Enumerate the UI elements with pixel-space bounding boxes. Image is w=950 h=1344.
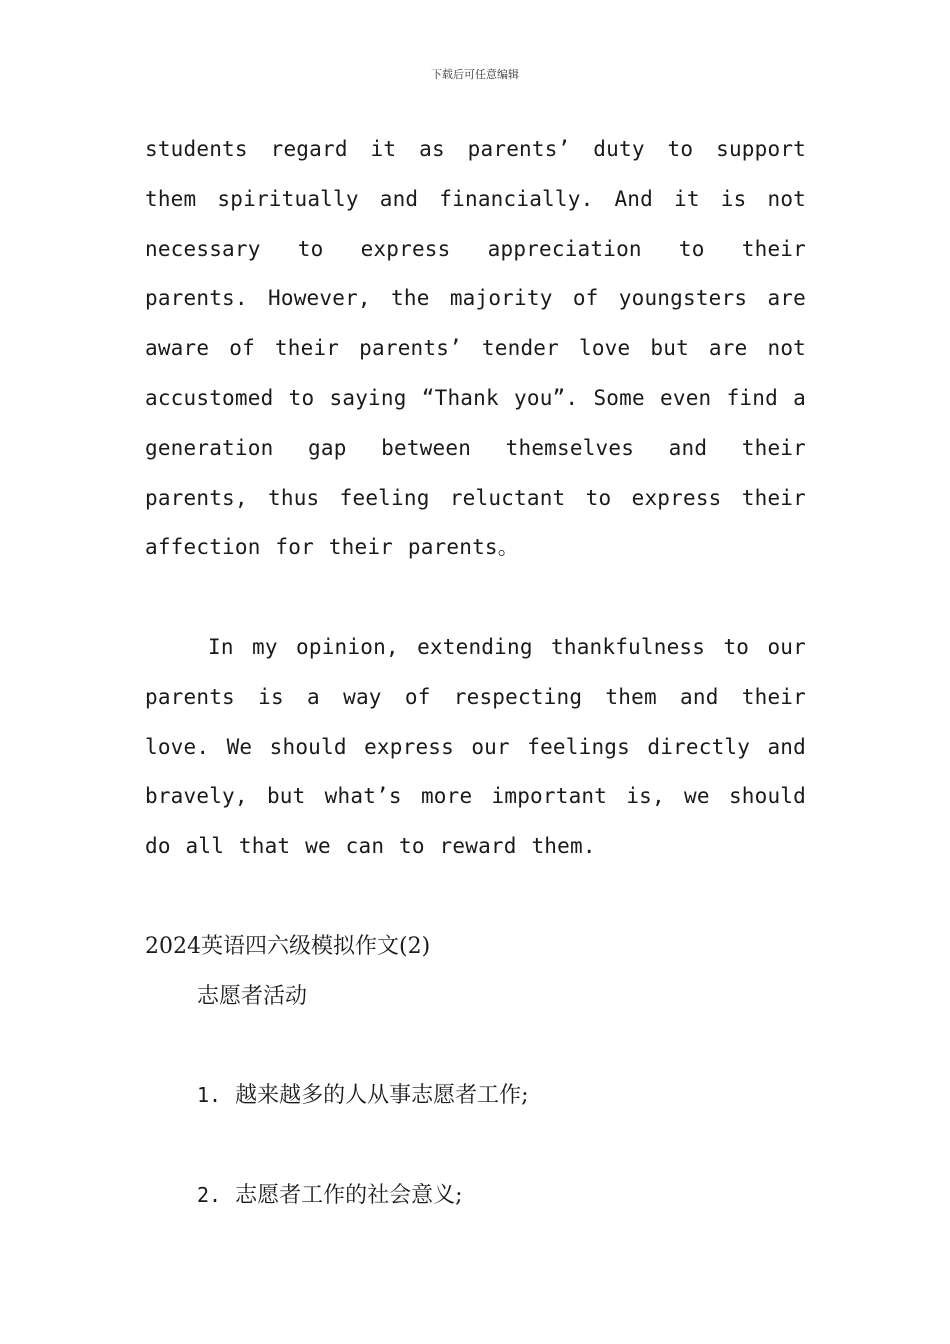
page-header: 下载后可任意编辑 [431,68,519,81]
paragraph-spacer [145,872,806,922]
paragraph-spacer [145,1021,806,1071]
outline-item-number: 2. [197,1182,222,1207]
document-body [145,125,806,1221]
outline-item-text: 志愿者工作的社会意义; [235,1182,463,1208]
outline-item-text: 越来越多的人从事志愿者工作; [235,1083,529,1109]
outline-item-number: 1. [197,1083,222,1108]
essay-topic: 志愿者活动 [197,983,308,1009]
paragraph-2: In my opinion, extending thankfulness to our parents is a way of respecting them and their love. We should express our feelings directly and bravely, but what’s more important is, we should do all that we can to reward them. [145,634,806,859]
paragraph-spacer [145,1121,806,1171]
paragraph-1: students regard it as parents’ duty to support them spiritually and financially. And it is not necessary to express appreciation to their parents. However, the majority of youngsters are aware of their parents’ tender love but are not accustomed to saying “Thank you”. Some even find a generation gap between themselves and their parents, thus feeling reluctant to express their affection for their parents。 [145,137,806,560]
outline-item-2 [145,1171,806,1221]
essay-title: 2024英语四六级模拟作文(2) [145,933,431,959]
paragraph-spacer [145,573,806,623]
outline-item-1 [145,1071,806,1121]
